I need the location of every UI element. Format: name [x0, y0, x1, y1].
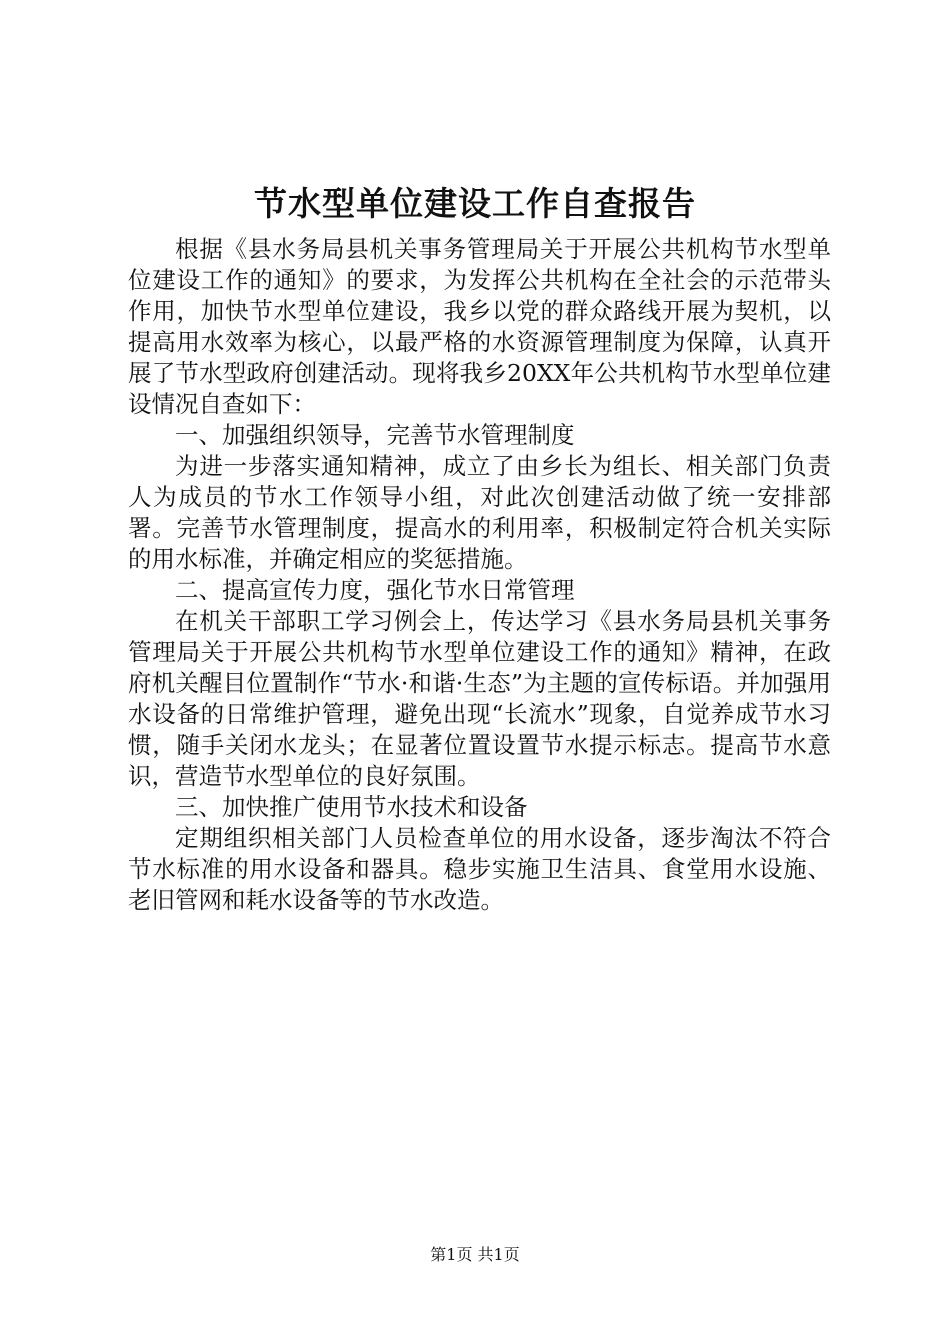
section-heading-3: 三、加快推广使用节水技术和设备 — [175, 793, 528, 821]
page-total: 共1页 — [477, 1245, 520, 1264]
document-title: 节水型单位建设工作自查报告 — [254, 184, 696, 223]
section-paragraph-1: 为进一步落实通知精神，成立了由乡长为组长、相关部门负责人为成员的节水工作领导小组，对此次创建活动做了统一安排部署。完善节水管理制度，提高水的利用率，积极制定符合机关实际的用水标准，并确定相应的奖惩措施。 — [128, 452, 831, 573]
intro-paragraph: 根据《县水务局县机关事务管理局关于开展公共机构节水型单位建设工作的通知》的要求，为发挥公共机构在全社会的示范带头作用，加快节水型单位建设，我乡以党的群众路线开展为契机，以提高用水效率为核心，以最严格的水资源管理制度为保障，认真开展了节水型政府创建活动。现将我乡20XX年公共机构节水型单位建设情况自查如下： — [128, 235, 831, 418]
document-body — [128, 234, 831, 916]
section-heading-1: 一、加强组织领导，完善节水管理制度 — [175, 421, 575, 449]
section-paragraph-2: 在机关干部职工学习例会上，传达学习《县水务局县机关事务管理局关于开展公共机构节水型单位建设工作的通知》精神，在政府机关醒目位置制作“节水·和谐·生态”为主题的宣传标语。并加强用水设备的日常维护管理，避免出现“长流水”现象，自觉养成节水习惯，随手关闭水龙头；在显著位置设置节水提示标志。提高节水意识，营造节水型单位的良好氛围。 — [128, 607, 831, 790]
page-footer — [0, 1244, 950, 1266]
section-paragraph-3: 定期组织相关部门人员检查单位的用水设备，逐步淘汰不符合节水标准的用水设备和器具。稳步实施卫生洁具、食堂用水设施、老旧管网和耗水设备等的节水改造。 — [128, 824, 831, 914]
page-number: 第1页 — [430, 1245, 473, 1264]
section-heading-2: 二、提高宣传力度，强化节水日常管理 — [175, 576, 575, 604]
